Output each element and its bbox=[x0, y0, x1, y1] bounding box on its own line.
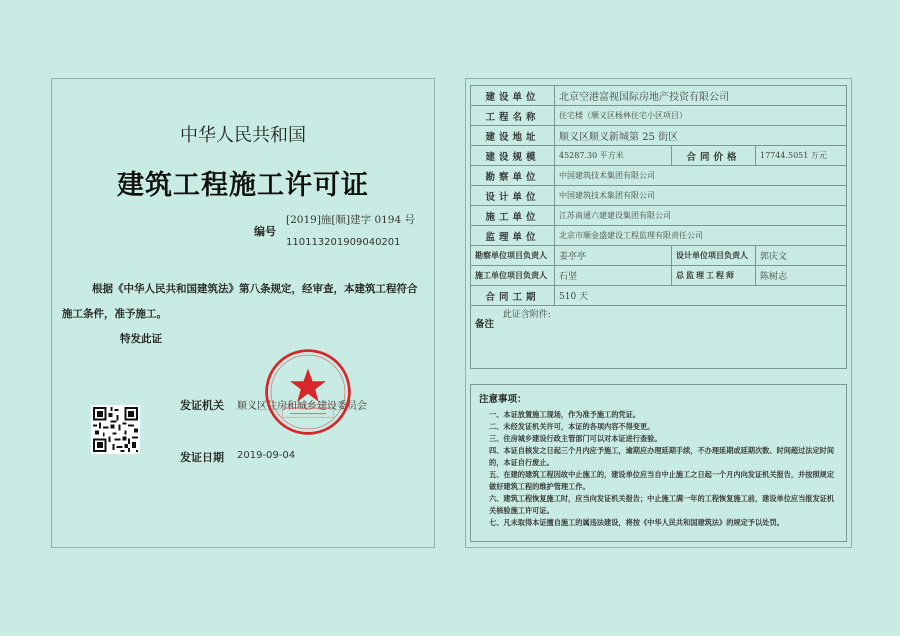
list-item: 七、凡未取得本证擅自施工的属违法建设，将按《中华人民共和国建筑法》的规定予以处罚。 bbox=[489, 518, 784, 527]
notice-box bbox=[470, 384, 847, 542]
cell-value: 顺义区顺义新城第 25 街区 bbox=[555, 126, 847, 146]
remark-label: 备注 bbox=[475, 319, 495, 330]
table-row bbox=[471, 246, 847, 266]
cell-label: 建设单位 bbox=[471, 86, 555, 106]
cell-label: 工程名称 bbox=[471, 106, 555, 126]
remark-value: 此证含附件: bbox=[502, 310, 551, 320]
cell-label: 设计单位 bbox=[471, 186, 555, 206]
cell-label: 监理单位 bbox=[471, 226, 555, 246]
list-item: 二、未经发证机关许可，本证的各项内容不得变更。 bbox=[489, 422, 655, 431]
list-item: 六、建筑工程恢复施工时，应当向发证机关报告；中止施工满一年的工程恢复施工前，建设单位应当报发证机关核验施工许可证。 bbox=[489, 494, 835, 515]
notice-title: 注意事项： bbox=[479, 394, 527, 405]
cell-value: 45287.30 平方米 bbox=[555, 146, 672, 166]
permit-code: 110113201909040201 bbox=[286, 237, 401, 248]
issuer-value: 顺义区住房和城乡建设委员会 bbox=[237, 401, 367, 412]
cell-label: 勘察单位项目负责人 bbox=[471, 246, 555, 266]
cell-value: 17744.5051 万元 bbox=[756, 146, 847, 166]
list-item: 三、住房城乡建设行政主管部门可以对本证进行查验。 bbox=[489, 434, 662, 443]
cell-value: 陈树志 bbox=[756, 266, 847, 286]
table-row bbox=[471, 286, 847, 306]
list-item: 一、本证放置施工现场，作为准予施工的凭证。 bbox=[489, 410, 640, 419]
cell-value: 中国建筑技术集团有限公司 bbox=[555, 186, 847, 206]
cell-label: 设计单位项目负责人 bbox=[672, 246, 756, 266]
table-row bbox=[471, 306, 847, 369]
certificate-title: 建筑工程施工许可证 bbox=[117, 170, 369, 201]
official-seal-icon bbox=[263, 347, 353, 437]
cell-value: 住宅楼（顺义区杨林住宅小区项目） bbox=[555, 106, 847, 126]
country-name: 中华人民共和国 bbox=[180, 125, 306, 146]
cell-value: 江苏南通六建建设集团有限公司 bbox=[555, 206, 847, 226]
permit-back-panel bbox=[465, 78, 852, 548]
cell-value: 石坚 bbox=[555, 266, 672, 286]
cell-label: 建设规模 bbox=[471, 146, 555, 166]
cell-value: 中国建筑技术集团有限公司 bbox=[555, 166, 847, 186]
list-item: 五、在建的建筑工程因故中止施工的，建设单位应当自中止施工之日起一个月内向发证机关报告，并按照规定做好建筑工程的维护管理工作。 bbox=[489, 470, 835, 491]
date-value: 2019-09-04 bbox=[237, 450, 296, 461]
cell-label: 施工单位 bbox=[471, 206, 555, 226]
permit-front-panel bbox=[51, 78, 435, 548]
table-row bbox=[471, 186, 847, 206]
table-row bbox=[471, 206, 847, 226]
cell-value: 郭庆文 bbox=[756, 246, 847, 266]
table-row bbox=[471, 106, 847, 126]
number-label: 编号 bbox=[254, 225, 276, 238]
issuer-label: 发证机关 bbox=[180, 399, 224, 412]
cell-value: 510 天 bbox=[555, 286, 847, 306]
project-info-table bbox=[470, 85, 847, 369]
permit-number: [2019]施[顺]建字 0194 号 bbox=[286, 214, 416, 226]
list-item: 四、本证自核发之日起三个月内应予施工，逾期应办理延期手续，不办理延期或延期次数、时间超过法定时间的，本证自行废止。 bbox=[489, 446, 835, 467]
cell-label: 勘察单位 bbox=[471, 166, 555, 186]
date-label: 发证日期 bbox=[180, 451, 224, 464]
cell-label: 合同工期 bbox=[471, 286, 555, 306]
cell-value: 姜亭亭 bbox=[555, 246, 672, 266]
cell-label: 建设地址 bbox=[471, 126, 555, 146]
table-row bbox=[471, 126, 847, 146]
cell-label: 合同价格 bbox=[672, 146, 756, 166]
table-row bbox=[471, 86, 847, 106]
table-row bbox=[471, 146, 847, 166]
legal-basis-paragraph: 根据《中华人民共和国建筑法》第八条规定，经审查，本建筑工程符合施工条件，准予施工。 bbox=[62, 283, 418, 320]
cell-label: 施工单位项目负责人 bbox=[471, 266, 555, 286]
cell-value: 北京市顺金盛建设工程监理有限责任公司 bbox=[555, 226, 847, 246]
table-row bbox=[471, 226, 847, 246]
remark-cell bbox=[471, 306, 847, 369]
cell-value: 北京空港富视国际房地产投资有限公司 bbox=[555, 86, 847, 106]
cell-label: 总监理工程师 bbox=[672, 266, 756, 286]
issued-statement: 特发此证 bbox=[120, 333, 162, 345]
table-row bbox=[471, 166, 847, 186]
qr-code-icon bbox=[91, 405, 140, 454]
table-row bbox=[471, 266, 847, 286]
